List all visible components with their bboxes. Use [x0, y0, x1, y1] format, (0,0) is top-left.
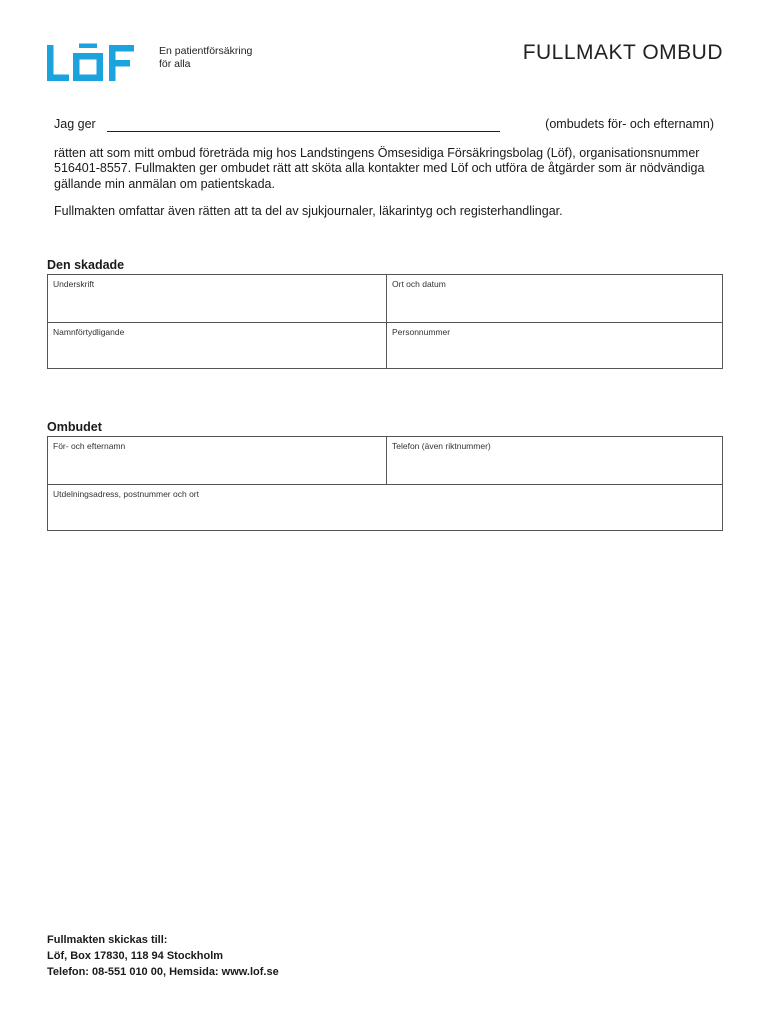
authorization-paragraph: rätten att som mitt ombud företräda mig hos Landstingens Ömsesidiga Försäkringsbolag (Löf), organisationsnummer 516401-8557. Fullmakten ger ombudet rätt att sköta alla kontakter med Löf och utföra de åtgärder som är nödvändiga gällande min anmälan om patientskada. [54, 146, 705, 191]
adress-field[interactable] [48, 485, 722, 532]
document-title: FULLMAKT OMBUD [522, 41, 723, 64]
footer-line2: Löf, Box 17830, 118 94 Stockholm [47, 950, 224, 962]
ort-datum-field[interactable] [387, 275, 722, 322]
ort-datum-label: Ort och datum [392, 279, 446, 289]
section-title-den-skadade: Den skadade [47, 258, 125, 272]
agent-name-row [54, 117, 714, 135]
lof-logo [46, 42, 136, 84]
tagline-line1: En patientförsäkring [159, 45, 253, 57]
personnummer-field[interactable] [387, 323, 722, 370]
namn-field[interactable] [48, 437, 387, 484]
telefon-label: Telefon (även riktnummer) [392, 441, 491, 451]
footer-address [47, 932, 279, 980]
scope-paragraph: Fullmakten omfattar även rätten att ta del av sjukjournaler, läkarintyg och registerhandlingar. [54, 204, 563, 218]
namnfortydligande-label: Namnförtydligande [53, 326, 125, 337]
namnfortydligande-field[interactable] [48, 323, 387, 370]
field-row [48, 437, 722, 484]
telefon-field[interactable] [387, 437, 722, 484]
den-skadade-fields [47, 274, 723, 369]
field-row [48, 275, 722, 322]
adress-label: Utdelningsadress, postnummer och ort [53, 488, 199, 499]
footer-line1: Fullmakten skickas till: [47, 934, 168, 946]
underskrift-field[interactable] [48, 275, 387, 322]
field-row [48, 484, 722, 532]
tagline-line2: för alla [159, 58, 191, 70]
agent-name-field[interactable] [107, 131, 500, 132]
field-row [48, 322, 722, 370]
jag-ger-label: Jag ger [54, 117, 96, 131]
namn-label: För- och efternamn [53, 441, 126, 451]
agent-name-hint: (ombudets för- och efternamn) [545, 117, 714, 131]
tagline [159, 45, 252, 71]
footer-line3: Telefon: 08-551 010 00, Hemsida: www.lof.se [47, 966, 279, 978]
section-title-ombudet: Ombudet [47, 420, 102, 434]
ombudet-fields [47, 436, 723, 531]
underskrift-label: Underskrift [53, 279, 95, 289]
personnummer-label: Personnummer [392, 326, 451, 337]
